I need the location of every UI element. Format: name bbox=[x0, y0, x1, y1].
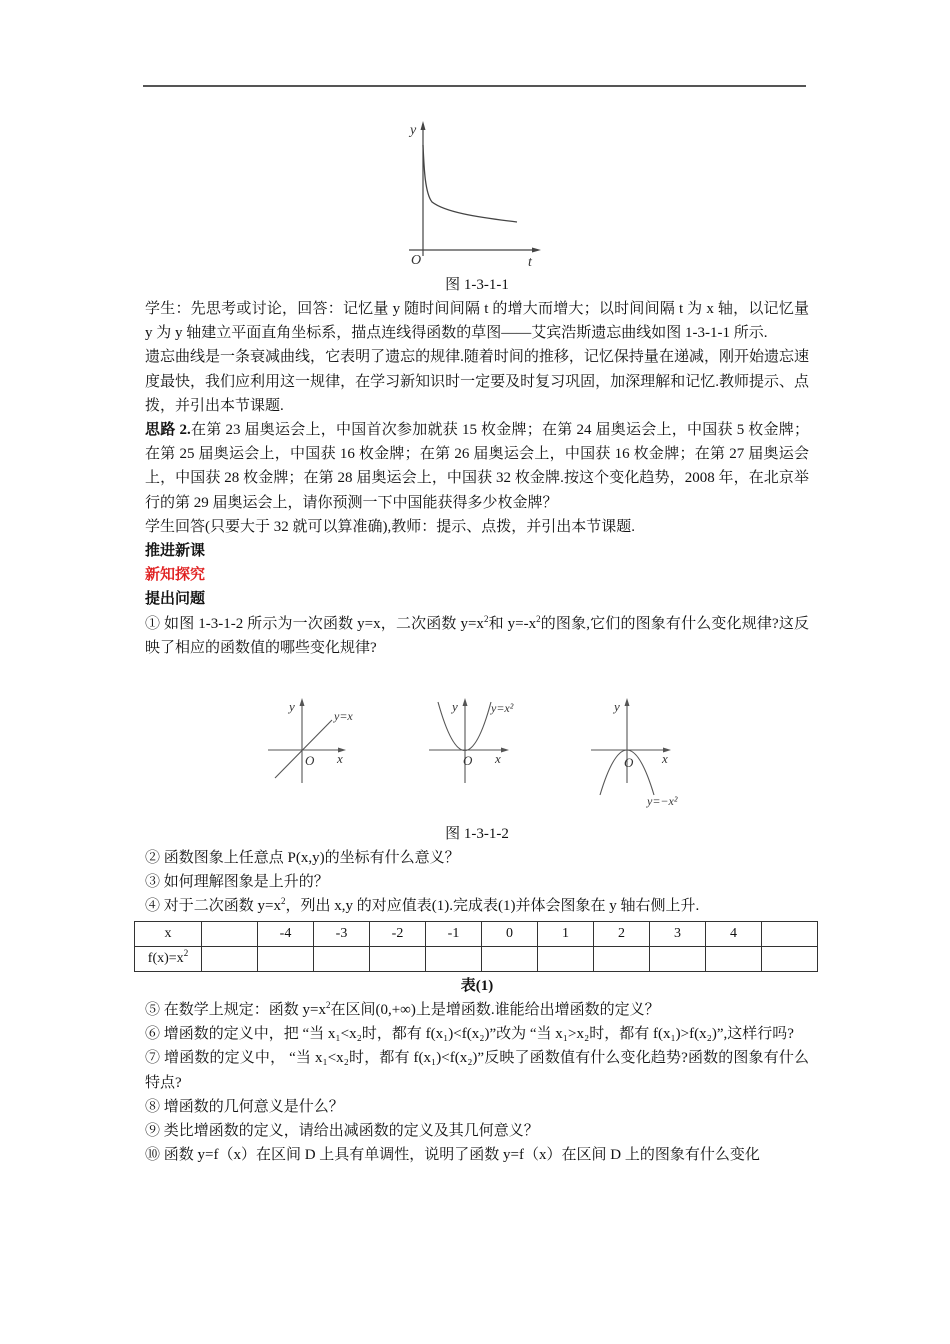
table-cell-blank[interactable] bbox=[314, 947, 370, 972]
t-axis-label: t bbox=[528, 255, 532, 268]
paragraph-forgetting-curve: 遗忘曲线是一条衰减曲线，它表明了遗忘的规律.随着时间的推移，记忆保持量在递减，刚开始遗忘速度最快，我们应利用这一规律，在学习新知识时一定要及时复习巩固，加深理解和记忆.教师提示、点拨，并引出本节课题. bbox=[145, 349, 809, 414]
fx-label: f(x)=x bbox=[147, 951, 184, 966]
table-caption: 表(1) bbox=[460, 978, 494, 994]
question-9: ⑨ 类比增函数的定义，请给出减函数的定义及其几何意义？ bbox=[145, 1123, 539, 1140]
sup: 2 bbox=[183, 948, 189, 958]
graph-parabola-down bbox=[587, 695, 697, 810]
y-axis-label: y bbox=[289, 699, 295, 714]
table-row-x bbox=[135, 922, 818, 947]
table-cell[interactable] bbox=[762, 922, 818, 947]
sup: 2 bbox=[280, 896, 286, 907]
q4-part-b: ，列出 x,y 的对应值表(1).完成表(1)并体会图象在 y 轴右侧上升. bbox=[285, 898, 700, 915]
table-cell-blank[interactable] bbox=[202, 947, 258, 972]
x-axis-label: x bbox=[495, 751, 501, 766]
paragraph-approach-2 bbox=[145, 418, 809, 515]
table-cell-blank[interactable] bbox=[594, 947, 650, 972]
question-2: ② 函数图象上任意点 P(x,y)的坐标有什么意义？ bbox=[145, 850, 460, 866]
question-3: ③ 如何理解图象是上升的？ bbox=[145, 874, 329, 891]
q1-part-c: 的图象,它们的图象有什么变化规律?这反映了相应的函数值的哪些变化规律? bbox=[145, 615, 809, 656]
row-header-fx bbox=[135, 947, 202, 972]
table-cell-blank[interactable] bbox=[482, 947, 538, 972]
q4-part-a: ④ 对于二次函数 y=x bbox=[145, 898, 281, 915]
table-cell-blank[interactable] bbox=[706, 947, 762, 972]
heading-pose-questions: 提出问题 bbox=[145, 591, 206, 608]
table-cell: -3 bbox=[314, 922, 370, 947]
graph-label-y-eq-x: y=x bbox=[334, 709, 353, 723]
origin-label: O bbox=[305, 753, 315, 768]
question-5 bbox=[145, 998, 809, 1022]
value-table bbox=[134, 921, 818, 972]
table-cell: 2 bbox=[594, 922, 650, 947]
table-cell-blank[interactable] bbox=[650, 947, 706, 972]
row-header-x: x bbox=[135, 922, 202, 947]
origin-label: O bbox=[411, 253, 422, 268]
q5-part-b: 在区间(0,+∞)上是增函数.谁能给出增函数的定义？ bbox=[330, 1002, 660, 1018]
question-6: ⑥ 增函数的定义中，把 “当 x₁<x₂时，都有 f(x₁)<f(x₂)”改为 “当 x₁>x₂时，都有 f(x₁)>f(x₂)”,这样行吗? bbox=[145, 1026, 794, 1043]
x-axis-label: x bbox=[662, 751, 668, 766]
table-cell-blank[interactable] bbox=[538, 947, 594, 972]
sup: 2 bbox=[325, 1000, 331, 1010]
approach-2-label: 思路 2. bbox=[145, 422, 191, 439]
sup: 2 bbox=[536, 613, 541, 624]
table-cell: -4 bbox=[258, 922, 314, 947]
question-8: ⑧ 增函数的几何意义是什么？ bbox=[145, 1098, 344, 1115]
table-cell: 4 bbox=[706, 922, 762, 947]
question-7: ⑦ 增函数的定义中， “当 x₁<x₂时，都有 f(x₁)<f(x₂)”反映了函数值有什么变化趋势?函数的图象有什么特点? bbox=[145, 1050, 809, 1091]
q1-part-b: 和 y=-x bbox=[488, 615, 537, 632]
figure1-caption: 图 1-3-1-1 bbox=[445, 277, 509, 293]
table-cell-blank[interactable] bbox=[258, 947, 314, 972]
origin-label: O bbox=[463, 753, 473, 768]
q5-part-a: ⑤ 在数学上规定：函数 y=x bbox=[145, 1002, 326, 1018]
question-10: ⑩ 函数 y=f（x）在区间 D 上具有单调性，说明了函数 y=f（x）在区间 D 上的图象有什么变化 bbox=[145, 1147, 760, 1164]
forgetting-curve-figure bbox=[405, 118, 550, 268]
graph-parabola-up bbox=[425, 695, 535, 790]
heading-new-lesson: 推进新课 bbox=[145, 543, 206, 560]
header-rule bbox=[143, 85, 806, 87]
question-1 bbox=[145, 612, 809, 660]
y-axis-label: y bbox=[452, 699, 458, 714]
graph-label-y-eq-x-squared: y=x² bbox=[491, 701, 514, 715]
table-cell-blank[interactable] bbox=[762, 947, 818, 972]
table-cell: -2 bbox=[370, 922, 426, 947]
figure2-caption: 图 1-3-1-2 bbox=[445, 826, 509, 842]
y-axis-label: y bbox=[614, 699, 620, 714]
table-cell-blank[interactable] bbox=[370, 947, 426, 972]
table-cell: -1 bbox=[426, 922, 482, 947]
table-cell: 3 bbox=[650, 922, 706, 947]
graph-linear bbox=[262, 695, 372, 790]
heading-new-knowledge: 新知探究 bbox=[145, 567, 206, 584]
sup: 2 bbox=[483, 613, 489, 624]
table-cell-blank[interactable] bbox=[426, 947, 482, 972]
q1-part-a: ① 如图 1-3-1-2 所示为一次函数 y=x，二次函数 y=x bbox=[145, 615, 484, 632]
table-cell[interactable] bbox=[202, 922, 258, 947]
x-axis-label: x bbox=[337, 751, 343, 766]
paragraph-student-reply: 学生回答(只要大于 32 就可以算准确),教师：提示、点拨，并引出本节课题. bbox=[145, 518, 635, 535]
graph-label-y-eq-neg-x-squared: y=−x² bbox=[647, 794, 678, 808]
table-cell: 1 bbox=[538, 922, 594, 947]
y-axis-label: y bbox=[410, 123, 417, 138]
paragraph-student-answer: 学生：先思考或讨论，回答：记忆量 y 随时间间隔 t 的增大而增大；以时间间隔 t 为 x 轴，以记忆量 y 为 y 轴建立平面直角坐标系，描点连线得函数的草图——艾宾浩斯遗忘曲线如图 1-3-1-1 所示. bbox=[145, 301, 809, 342]
approach-2-text: 在第 23 届奥运会上，中国首次参加就获 15 枚金牌；在第 24 届奥运会上，中国获 5 枚金牌；在第 25 届奥运会上，中国获 16 枚金牌；在第 26 届奥运会上，中国获 16 枚金牌；在第 27 届奥运会上，中国获 28 枚金牌；在第 28 届奥运会上，中国获 32 枚金牌.按这个变化趋势，2008 年，在北京举行的第 29 届奥运会上，请你预测一下中国能获得多少枚金牌？ bbox=[145, 422, 809, 511]
origin-label: O bbox=[624, 755, 634, 770]
question-4 bbox=[145, 894, 809, 918]
table-row-fx bbox=[135, 947, 818, 972]
table-cell: 0 bbox=[482, 922, 538, 947]
